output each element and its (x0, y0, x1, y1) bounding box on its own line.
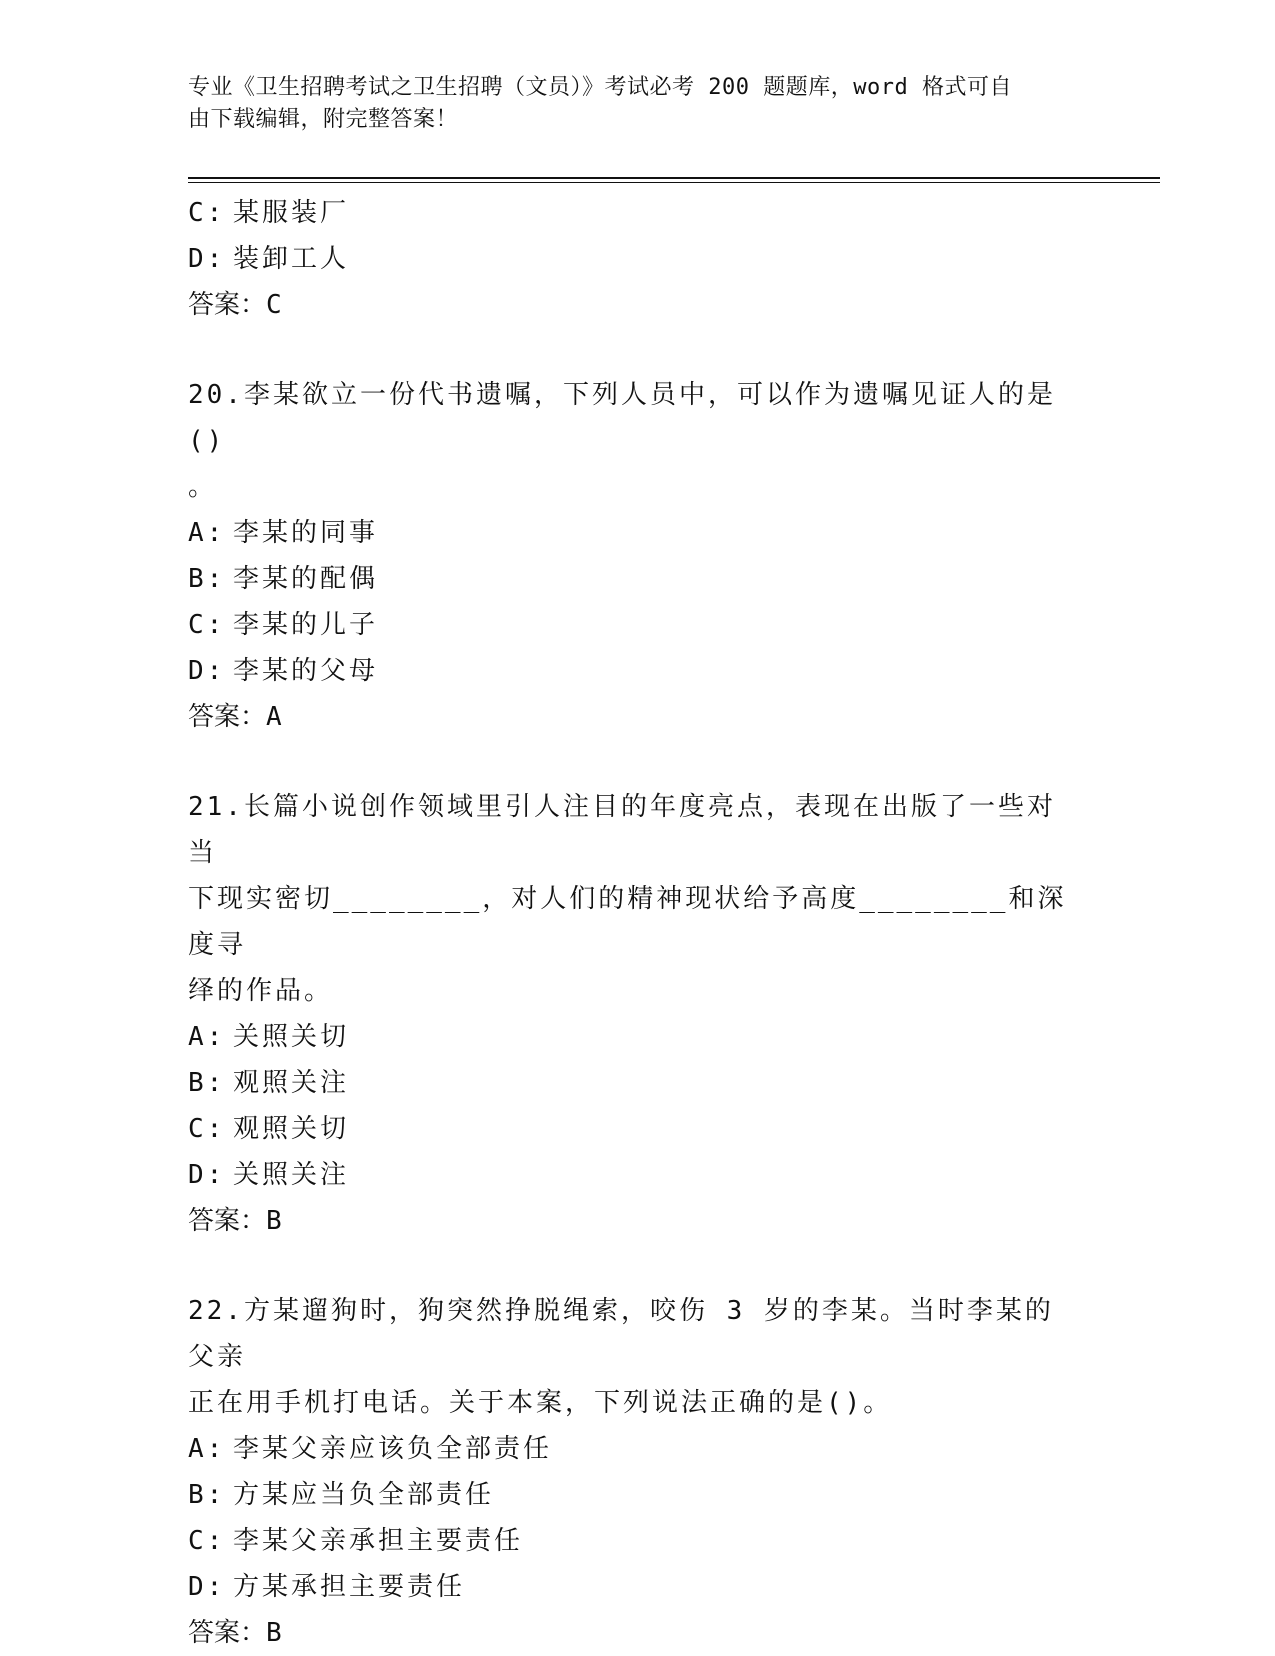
question-list (188, 190, 1068, 1656)
question-22 (188, 1288, 1068, 1656)
option-b (188, 1472, 1068, 1518)
question-text-line: 绎的作品。 (188, 976, 334, 1006)
option-label: D: (188, 244, 226, 274)
answer-line: 答案：C (188, 290, 282, 320)
answer-line: 答案：B (188, 1618, 282, 1648)
option-label: D: (188, 1572, 226, 1602)
option-text: 方某承担主要责任 (233, 1572, 466, 1602)
option-text: 某服装厂 (233, 198, 350, 228)
header-title-line-2: 由下载编辑，附完整答案！ (188, 107, 459, 132)
option-label: D: (188, 656, 226, 686)
answer-line: 答案：B (188, 1206, 282, 1236)
question-text-line: 20.李某欲立一份代书遗嘱，下列人员中，可以作为遗嘱见证人的是() (188, 380, 1056, 456)
option-text: 关照关切 (233, 1022, 350, 1052)
option-label: C: (188, 610, 226, 640)
question-20 (188, 372, 1068, 740)
option-text: 李某的儿子 (233, 610, 379, 640)
option-label: C: (188, 1114, 226, 1144)
previous-question-tail (188, 190, 1068, 328)
header-divider-thin (188, 182, 1160, 183)
option-text: 方某应当负全部责任 (233, 1480, 495, 1510)
option-c (188, 190, 1068, 236)
option-label: D: (188, 1160, 226, 1190)
option-c (188, 1106, 1068, 1152)
option-text: 观照关切 (233, 1114, 350, 1144)
answer-line: 答案：A (188, 702, 282, 732)
option-text: 装卸工人 (233, 244, 350, 274)
option-a (188, 1014, 1068, 1060)
option-text: 李某的同事 (233, 518, 379, 548)
option-d (188, 1152, 1068, 1198)
header-title-line-1: 专业《卫生招聘考试之卫生招聘（文员）》考试必考 200 题题库，word 格式可自 (188, 75, 1012, 100)
option-d (188, 648, 1068, 694)
option-text: 关照关注 (233, 1160, 350, 1190)
document-header (188, 72, 1068, 136)
option-d (188, 236, 1068, 282)
option-c (188, 1518, 1068, 1564)
option-label: B: (188, 564, 226, 594)
option-label: A: (188, 1022, 226, 1052)
question-21 (188, 784, 1068, 1244)
option-c (188, 602, 1068, 648)
option-b (188, 1060, 1068, 1106)
question-text-line: 22.方某遛狗时，狗突然挣脱绳索，咬伤 3 岁的李某。当时李某的父亲 (188, 1296, 1054, 1372)
option-label: B: (188, 1068, 226, 1098)
option-label: A: (188, 518, 226, 548)
option-label: C: (188, 1526, 226, 1556)
option-d (188, 1564, 1068, 1610)
header-divider (188, 177, 1160, 179)
option-label: A: (188, 1434, 226, 1464)
option-text: 李某父亲应该负全部责任 (233, 1434, 553, 1464)
option-text: 观照关注 (233, 1068, 350, 1098)
option-text: 李某的配偶 (233, 564, 379, 594)
question-text-line: 正在用手机打电话。关于本案，下列说法正确的是()。 (188, 1388, 893, 1418)
question-text-line: 21.长篇小说创作领域里引人注目的年度亮点，表现在出版了一些对当 (188, 792, 1056, 868)
option-text: 李某的父母 (233, 656, 379, 686)
option-b (188, 556, 1068, 602)
option-label: C: (188, 198, 226, 228)
option-text: 李某父亲承担主要责任 (233, 1526, 524, 1556)
question-text-line: 。 (188, 472, 218, 502)
option-label: B: (188, 1480, 226, 1510)
question-text-line: 下现实密切________，对人们的精神现状给予高度________和深度寻 (188, 884, 1067, 960)
option-a (188, 510, 1068, 556)
option-a (188, 1426, 1068, 1472)
